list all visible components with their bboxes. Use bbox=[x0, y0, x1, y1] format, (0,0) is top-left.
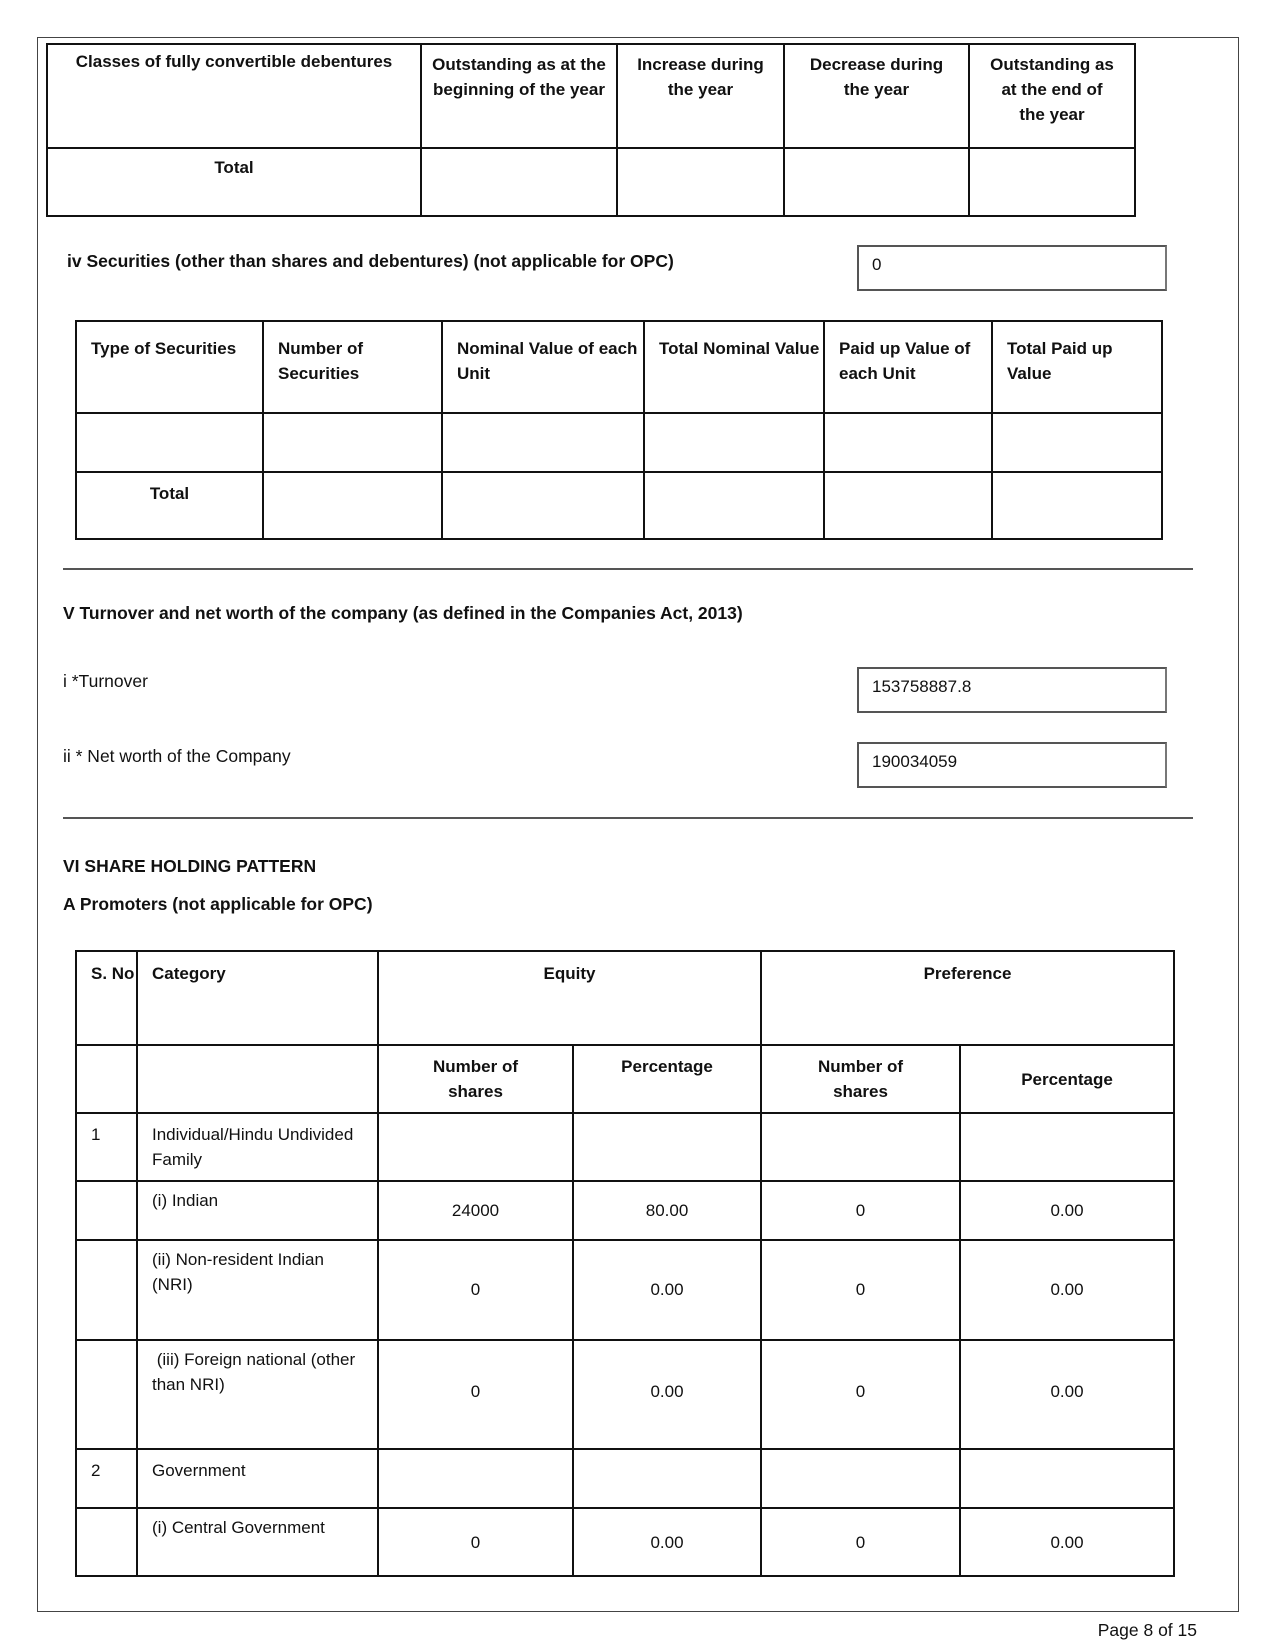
equity-percentage-cell[interactable]: 0.00 bbox=[573, 1508, 761, 1576]
sno-cell: 1 bbox=[76, 1113, 137, 1181]
equity-number-cell[interactable] bbox=[378, 1113, 573, 1181]
table-row bbox=[76, 413, 1162, 472]
pref-number-cell[interactable]: 0 bbox=[761, 1181, 960, 1240]
header-number: Number of Securities bbox=[263, 321, 442, 413]
header-outstanding-end: Outstanding as at the end of the year bbox=[969, 44, 1135, 148]
table-row bbox=[76, 1181, 1174, 1240]
table-cell[interactable] bbox=[76, 413, 263, 472]
equity-percentage-cell[interactable] bbox=[573, 1113, 761, 1181]
pref-percentage-cell[interactable] bbox=[960, 1449, 1174, 1508]
equity-number-cell[interactable]: 0 bbox=[378, 1240, 573, 1340]
page-number: Page 8 of 15 bbox=[1097, 1620, 1197, 1640]
pref-number-cell[interactable]: 0 bbox=[761, 1340, 960, 1449]
securities-count-field[interactable]: 0 bbox=[857, 245, 1167, 291]
divider bbox=[63, 817, 1193, 819]
pref-number-cell[interactable] bbox=[761, 1113, 960, 1181]
header-classes: Classes of fully convertible debentures bbox=[47, 44, 421, 148]
table-cell[interactable] bbox=[992, 472, 1162, 539]
category-cell: Government bbox=[137, 1449, 378, 1508]
debentures-table bbox=[46, 43, 1136, 217]
equity-number-cell[interactable]: 24000 bbox=[378, 1181, 573, 1240]
total-label: Total bbox=[76, 472, 263, 539]
equity-percentage-cell[interactable] bbox=[573, 1449, 761, 1508]
securities-title: iv Securities (other than shares and debentures) (not applicable for OPC) bbox=[67, 251, 674, 271]
header-nominal-each: Nominal Value of each Unit bbox=[442, 321, 644, 413]
pref-percentage-cell[interactable]: 0.00 bbox=[960, 1181, 1174, 1240]
category-cell: (i) Central Government bbox=[137, 1508, 378, 1576]
equity-percentage-cell[interactable]: 0.00 bbox=[573, 1240, 761, 1340]
promoters-subtitle: A Promoters (not applicable for OPC) bbox=[63, 894, 373, 914]
table-row bbox=[76, 1113, 1174, 1181]
header-outstanding-beginning: Outstanding as at the beginning of the year bbox=[421, 44, 617, 148]
category-cell: Individual/Hindu Undivided Family bbox=[137, 1113, 378, 1181]
table-cell[interactable] bbox=[442, 472, 644, 539]
table-cell[interactable] bbox=[824, 413, 992, 472]
table-cell[interactable] bbox=[644, 413, 824, 472]
header-total-paidup: Total Paid up Value bbox=[992, 321, 1162, 413]
table-cell[interactable] bbox=[824, 472, 992, 539]
shareholding-title: VI SHARE HOLDING PATTERN bbox=[63, 856, 317, 876]
sno-cell bbox=[76, 1508, 137, 1576]
category-cell: (i) Indian bbox=[137, 1181, 378, 1240]
header-equity-number: Number of shares bbox=[378, 1045, 573, 1113]
table-cell[interactable] bbox=[969, 148, 1135, 216]
header-preference: Preference bbox=[761, 951, 1174, 1045]
table-row bbox=[76, 1240, 1174, 1340]
table-cell[interactable] bbox=[421, 148, 617, 216]
turnover-field[interactable]: 153758887.8 bbox=[857, 667, 1167, 713]
table-header-row bbox=[76, 321, 1162, 413]
pref-percentage-cell[interactable]: 0.00 bbox=[960, 1508, 1174, 1576]
table-subheader-row bbox=[76, 1045, 1174, 1113]
table-cell[interactable] bbox=[263, 413, 442, 472]
header-increase: Increase during the year bbox=[617, 44, 784, 148]
header-sno: S. No bbox=[76, 951, 137, 1045]
turnover-section-title: V Turnover and net worth of the company (as defined in the Companies Act, 2013) bbox=[63, 603, 743, 623]
total-label: Total bbox=[47, 148, 421, 216]
equity-percentage-cell[interactable]: 80.00 bbox=[573, 1181, 761, 1240]
net-worth-label: ii * Net worth of the Company bbox=[63, 746, 291, 766]
net-worth-field[interactable]: 190034059 bbox=[857, 742, 1167, 788]
sno-cell: 2 bbox=[76, 1449, 137, 1508]
pref-number-cell[interactable]: 0 bbox=[761, 1508, 960, 1576]
sno-cell bbox=[76, 1240, 137, 1340]
header-equity-percentage: Percentage bbox=[573, 1045, 761, 1113]
header-category: Category bbox=[137, 951, 378, 1045]
table-cell[interactable] bbox=[442, 413, 644, 472]
equity-number-cell[interactable]: 0 bbox=[378, 1508, 573, 1576]
table-row-total bbox=[76, 472, 1162, 539]
table-row bbox=[76, 1508, 1174, 1576]
sno-cell bbox=[76, 1181, 137, 1240]
divider bbox=[63, 568, 1193, 570]
header-decrease: Decrease during the year bbox=[784, 44, 969, 148]
securities-table bbox=[75, 320, 1163, 540]
table-row bbox=[76, 1449, 1174, 1508]
table-header-row bbox=[47, 44, 1135, 148]
table-row-total bbox=[47, 148, 1135, 216]
table-cell[interactable] bbox=[263, 472, 442, 539]
table-header-row bbox=[76, 951, 1174, 1045]
table-row bbox=[76, 1340, 1174, 1449]
pref-number-cell[interactable]: 0 bbox=[761, 1240, 960, 1340]
table-cell bbox=[137, 1045, 378, 1113]
header-total-nominal: Total Nominal Value bbox=[644, 321, 824, 413]
header-type: Type of Securities bbox=[76, 321, 263, 413]
header-equity: Equity bbox=[378, 951, 761, 1045]
header-pref-number: Number of shares bbox=[761, 1045, 960, 1113]
pref-percentage-cell[interactable]: 0.00 bbox=[960, 1240, 1174, 1340]
table-cell[interactable] bbox=[784, 148, 969, 216]
table-cell[interactable] bbox=[644, 472, 824, 539]
table-cell[interactable] bbox=[992, 413, 1162, 472]
equity-number-cell[interactable] bbox=[378, 1449, 573, 1508]
pref-percentage-cell[interactable] bbox=[960, 1113, 1174, 1181]
equity-percentage-cell[interactable]: 0.00 bbox=[573, 1340, 761, 1449]
category-cell: (ii) Non-resident Indian (NRI) bbox=[137, 1240, 378, 1340]
category-cell: (iii) Foreign national (other than NRI) bbox=[137, 1340, 378, 1449]
equity-number-cell[interactable]: 0 bbox=[378, 1340, 573, 1449]
table-cell bbox=[76, 1045, 137, 1113]
pref-percentage-cell[interactable]: 0.00 bbox=[960, 1340, 1174, 1449]
header-paidup-each: Paid up Value of each Unit bbox=[824, 321, 992, 413]
header-pref-percentage: Percentage bbox=[960, 1045, 1174, 1113]
shareholding-table bbox=[75, 950, 1175, 1577]
sno-cell bbox=[76, 1340, 137, 1449]
turnover-label: i *Turnover bbox=[63, 671, 148, 691]
pref-number-cell[interactable] bbox=[761, 1449, 960, 1508]
table-cell[interactable] bbox=[617, 148, 784, 216]
